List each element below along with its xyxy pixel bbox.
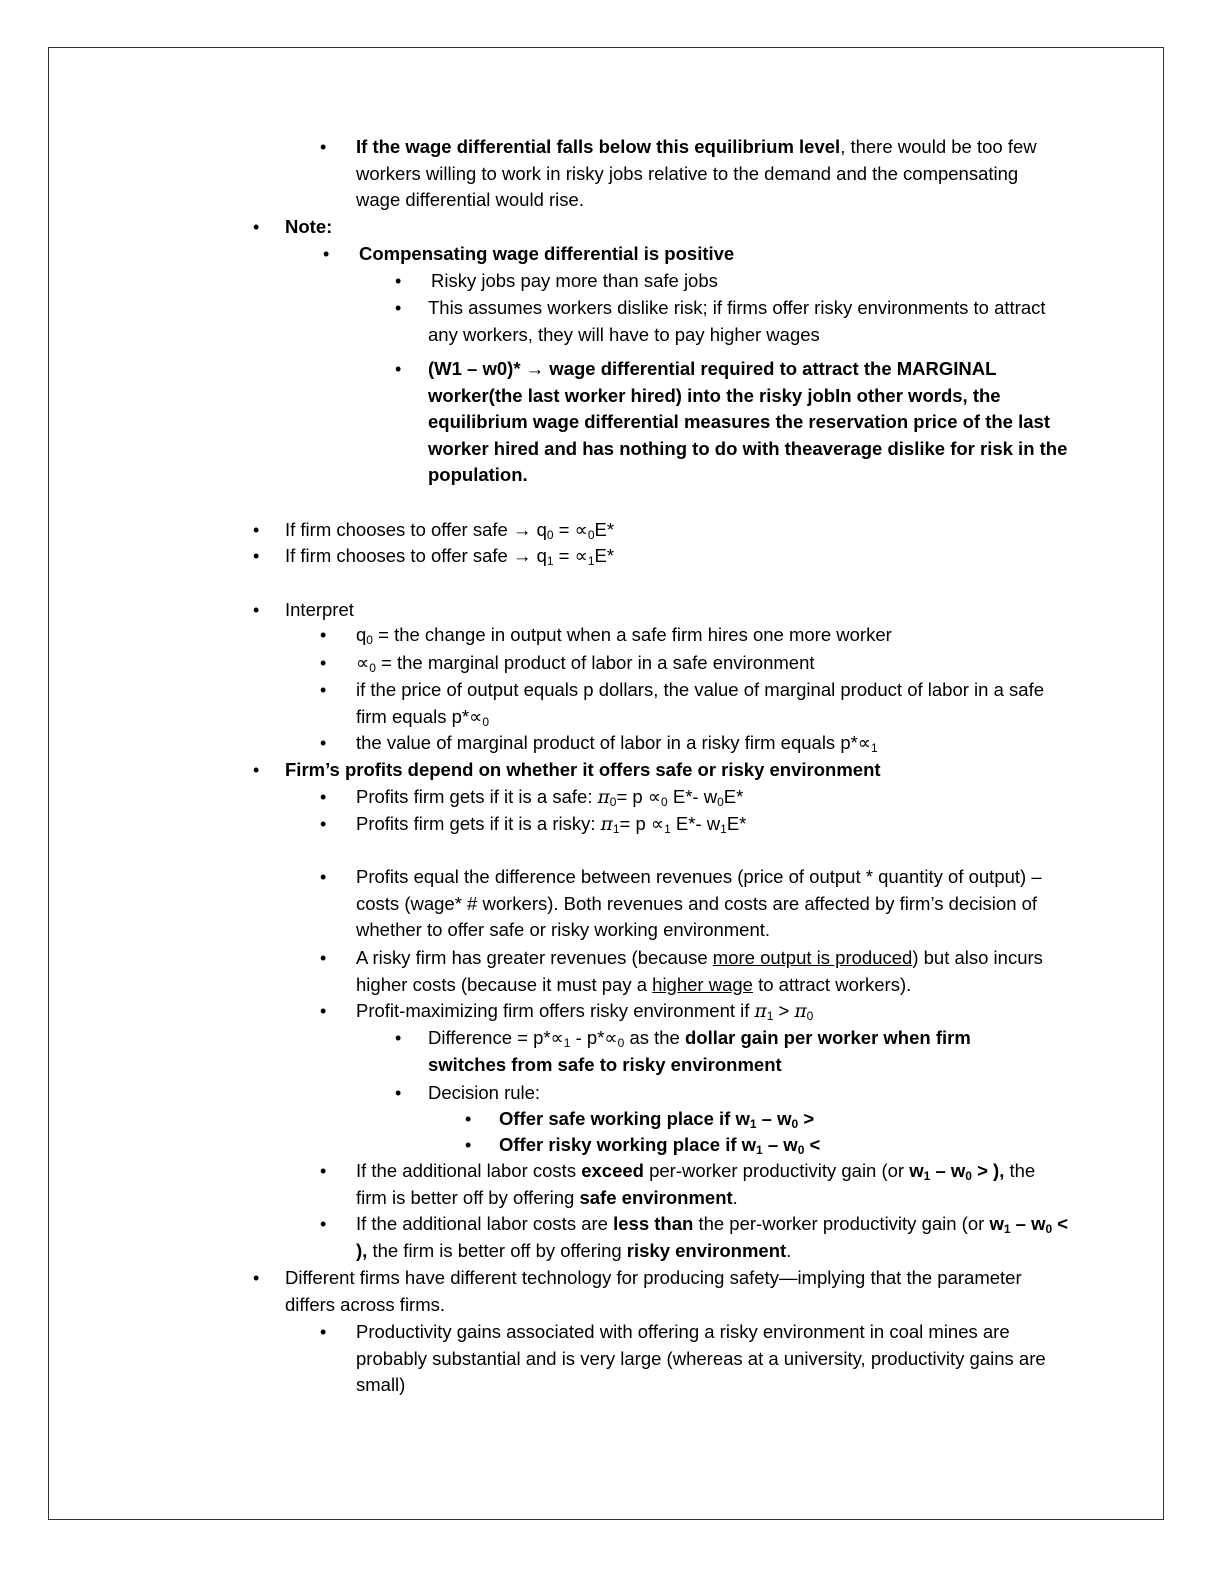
text-run: w bbox=[989, 1213, 1004, 1234]
text-run: ) but also incurs higher costs (because it must pay a bbox=[356, 947, 1043, 995]
bullet-icon: • bbox=[395, 271, 402, 291]
list-item bbox=[285, 757, 1065, 784]
text-run: If the wage differential falls below this equilibrium level bbox=[356, 136, 841, 157]
list-item bbox=[356, 650, 1076, 677]
text-run: the per-worker productivity gain (or bbox=[693, 1213, 990, 1234]
text-run: If the additional labor costs are bbox=[356, 1213, 614, 1234]
text-run: - p*∝ bbox=[570, 1027, 618, 1048]
list-item bbox=[428, 295, 1068, 348]
text-run: . bbox=[786, 1239, 792, 1261]
list-item bbox=[356, 1319, 1076, 1399]
bullet-icon: • bbox=[395, 359, 402, 379]
text-run: – w bbox=[1010, 1213, 1046, 1234]
text-run: If the additional labor costs bbox=[356, 1160, 582, 1181]
list-item bbox=[356, 998, 1076, 1026]
text-run: dollar gain per worker when firm switches from safe to risky environment bbox=[428, 1027, 971, 1075]
text-run: E* bbox=[723, 786, 744, 807]
text-run: = p ∝ bbox=[616, 786, 662, 807]
text-run: Profit-maximizing firm offers risky environment if bbox=[356, 1000, 755, 1021]
text-run: the firm is better off by offering bbox=[356, 1160, 1036, 1208]
text-run: 0 bbox=[1045, 1222, 1053, 1236]
text-run: per-worker productivity gain (or bbox=[643, 1160, 910, 1181]
text-run: 0 bbox=[661, 795, 668, 809]
bullet-icon: • bbox=[395, 1083, 402, 1103]
text-run: exceed bbox=[581, 1160, 644, 1181]
text-run: (W1 – w0)* → wage differential required to attract the MARGINAL worker(the last worker hired) into the risky jobIn other words, the equilibrium wage differential measures the reservation price of the last worker hired and has nothing to do with theaverage dislike for risk in the population. bbox=[428, 358, 1068, 485]
bullet-icon: • bbox=[320, 867, 327, 887]
bullet-icon: • bbox=[320, 680, 327, 700]
bullet-icon: • bbox=[465, 1135, 472, 1155]
text-run: 0 bbox=[965, 1169, 972, 1183]
text-run: if the price of output equals p dollars, the value of marginal product of labor in a safe firm equals p*∝ bbox=[356, 679, 1044, 727]
bullet-icon: • bbox=[253, 1268, 260, 1288]
text-run: > ), bbox=[971, 1160, 1005, 1181]
text-run: 1 bbox=[664, 822, 671, 836]
text-run: < ), bbox=[356, 1213, 1069, 1261]
text-run: 0 bbox=[587, 528, 595, 542]
text-run: Decision rule: bbox=[428, 1082, 541, 1103]
text-run: If firm chooses to offer safe → q bbox=[285, 545, 547, 566]
text-run: 0 bbox=[791, 1117, 799, 1131]
list-item bbox=[428, 356, 1076, 489]
list-item bbox=[356, 730, 1076, 757]
text-run: , there would be too few workers willing to work in risky jobs relative to the demand and the compensating wage differential would rise. bbox=[356, 136, 1037, 210]
text-run: Profits equal the difference between revenues (price of output * quantity of output) – costs (wage* # workers). Both revenues and costs are affected by firm’s decision of whether to offer safe or risky working environment. bbox=[356, 866, 1042, 940]
text-run: < bbox=[804, 1134, 821, 1155]
text-run: Different firms have different technology for producing safety—implying that the parameter differs across firms. bbox=[285, 1267, 1022, 1315]
text-run: 1 bbox=[546, 554, 554, 568]
list-item bbox=[285, 597, 1065, 624]
text-run: E* bbox=[726, 813, 747, 834]
text-run: 0 bbox=[366, 633, 373, 647]
list-item bbox=[431, 268, 1071, 295]
text-run: higher wage bbox=[652, 973, 753, 995]
text-run: π bbox=[600, 814, 613, 835]
bullet-icon: • bbox=[320, 625, 327, 645]
text-run: Profits firm gets if it is a risky: bbox=[356, 813, 601, 834]
list-item bbox=[356, 1211, 1076, 1264]
text-run: w bbox=[909, 1160, 924, 1181]
bullet-icon: • bbox=[320, 787, 327, 807]
text-run: Note: bbox=[285, 216, 333, 237]
bullet-icon: • bbox=[253, 217, 260, 237]
text-run: A risky firm has greater revenues (because bbox=[356, 947, 713, 968]
bullet-icon: • bbox=[320, 814, 327, 834]
list-item bbox=[356, 134, 1066, 214]
text-run: 0 bbox=[482, 714, 490, 729]
text-run: less than bbox=[613, 1213, 694, 1234]
text-run: – w bbox=[930, 1160, 966, 1181]
text-run: 1 bbox=[756, 1143, 763, 1157]
bullet-icon: • bbox=[320, 1001, 327, 1021]
text-run: Offer safe working place if w bbox=[499, 1108, 750, 1129]
list-item bbox=[285, 214, 1065, 241]
text-run: Difference = p*∝ bbox=[428, 1027, 564, 1048]
text-run: the firm is better off by offering bbox=[367, 1239, 627, 1261]
text-run: If firm chooses to offer safe → q bbox=[285, 519, 547, 540]
bullet-icon: • bbox=[253, 520, 260, 540]
list-item bbox=[499, 1132, 1059, 1159]
list-item bbox=[356, 945, 1056, 998]
bullet-icon: • bbox=[320, 733, 327, 753]
text-run: 0 bbox=[797, 1143, 805, 1157]
text-run: Interpret bbox=[285, 599, 354, 620]
bullet-icon: • bbox=[253, 546, 260, 566]
text-run: Profits firm gets if it is a safe: bbox=[356, 786, 598, 807]
text-run: This assumes workers dislike risk; if firms offer risky environments to attract any workers, they will have to pay higher wages bbox=[428, 297, 1046, 345]
text-run: q bbox=[356, 624, 367, 645]
text-run: Productivity gains associated with offering a risky environment in coal mines are probably substantial and is very large (whereas at a university, productivity gains are small) bbox=[356, 1321, 1046, 1395]
bullet-icon: • bbox=[395, 1028, 402, 1048]
text-run: – w bbox=[762, 1134, 798, 1155]
text-run: risky environment bbox=[626, 1239, 787, 1261]
text-run: 1 bbox=[563, 1036, 571, 1050]
list-item bbox=[356, 784, 1076, 812]
text-run: Risky jobs pay more than safe jobs bbox=[431, 270, 718, 291]
text-run: π bbox=[794, 1001, 807, 1022]
bullet-icon: • bbox=[320, 1214, 327, 1234]
text-run: ∝ bbox=[356, 652, 370, 673]
text-run: as the bbox=[624, 1027, 685, 1048]
bullet-icon: • bbox=[320, 1322, 327, 1342]
text-run: Firm’s profits depend on whether it offers safe or risky environment bbox=[285, 759, 881, 780]
text-run: 1 bbox=[871, 741, 878, 755]
list-item bbox=[356, 1158, 1056, 1211]
list-item bbox=[356, 677, 1076, 730]
text-run: > bbox=[798, 1108, 815, 1129]
text-run: 1 bbox=[766, 1009, 774, 1023]
list-item bbox=[285, 543, 1065, 570]
list-item bbox=[356, 811, 1076, 839]
text-run: 0 bbox=[806, 1009, 814, 1023]
text-run: = the marginal product of labor in a safe environment bbox=[375, 652, 815, 673]
list-item bbox=[428, 1025, 1018, 1078]
bullet-icon: • bbox=[253, 600, 260, 620]
text-run: E*- w bbox=[670, 813, 721, 834]
text-run: = ∝ bbox=[553, 519, 588, 540]
text-run: . bbox=[732, 1186, 738, 1208]
list-item bbox=[285, 1265, 1025, 1318]
bullet-icon: • bbox=[320, 137, 327, 157]
text-run: 1 bbox=[923, 1169, 931, 1183]
list-item bbox=[285, 517, 1065, 544]
text-run: π bbox=[597, 787, 610, 808]
text-run: 0 bbox=[546, 528, 554, 542]
text-run: 1 bbox=[1003, 1222, 1011, 1236]
text-run: 0 bbox=[609, 795, 617, 809]
text-run: = the change in output when a safe firm hires one more worker bbox=[372, 624, 892, 645]
text-run: safe environment bbox=[579, 1186, 733, 1208]
text-run: π bbox=[754, 1001, 767, 1022]
list-item bbox=[359, 241, 1059, 268]
list-item bbox=[499, 1106, 1059, 1133]
text-run: 0 bbox=[369, 661, 376, 675]
bullet-icon: • bbox=[323, 244, 330, 264]
list-item bbox=[428, 1080, 1018, 1107]
text-run: E* bbox=[594, 545, 615, 566]
text-run: Compensating wage differential is positive bbox=[359, 243, 735, 264]
text-run: to attract workers). bbox=[752, 973, 912, 995]
bullet-icon: • bbox=[320, 653, 327, 673]
text-run: = ∝ bbox=[553, 545, 588, 566]
text-run: E* bbox=[594, 519, 615, 540]
bullet-icon: • bbox=[395, 298, 402, 318]
bullet-icon: • bbox=[320, 948, 327, 968]
list-item bbox=[356, 622, 1076, 649]
text-run: more output is produced bbox=[712, 947, 913, 968]
text-run: 1 bbox=[749, 1117, 757, 1131]
text-run: > bbox=[773, 1000, 795, 1021]
bullet-icon: • bbox=[253, 760, 260, 780]
list-item bbox=[356, 864, 1046, 944]
text-run: – w bbox=[756, 1108, 792, 1129]
text-run: 1 bbox=[720, 822, 727, 836]
text-run: 0 bbox=[617, 1036, 625, 1050]
text-run: E*- w bbox=[667, 786, 718, 807]
text-run: = p ∝ bbox=[619, 813, 665, 834]
text-run: 0 bbox=[717, 795, 724, 809]
text-run: 1 bbox=[612, 822, 620, 836]
text-run: 1 bbox=[587, 554, 595, 568]
text-run: Offer risky working place if w bbox=[499, 1134, 757, 1155]
text-run: the value of marginal product of labor in a risky firm equals p*∝ bbox=[356, 732, 872, 753]
bullet-icon: • bbox=[465, 1109, 472, 1129]
bullet-icon: • bbox=[320, 1161, 327, 1181]
